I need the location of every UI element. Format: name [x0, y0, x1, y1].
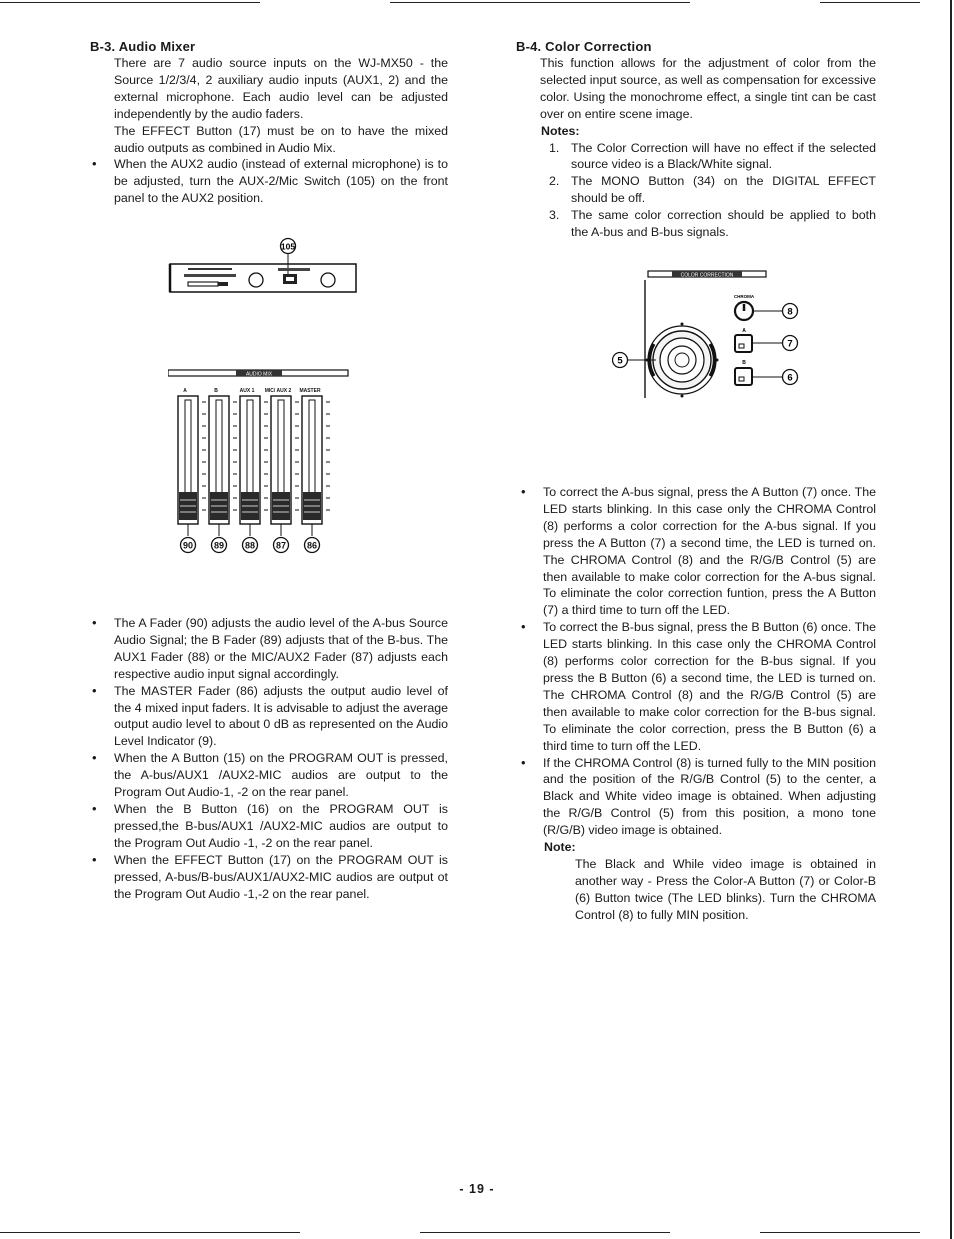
- note-text: The Color Correction will have no effect if the selected source video is a Black/White signal.: [571, 140, 876, 172]
- panel-label: COLOR CORRECTION: [680, 272, 734, 279]
- a-button-label: A: [742, 328, 746, 334]
- color-correction-figure: [612, 266, 812, 402]
- note-number: 3.: [549, 208, 560, 223]
- audio-mix-figure: [168, 368, 358, 558]
- note-text: The Black and While video image is obtained in another way - Press the Color-A Button (7) or Color-B (6) Button twice (The LED blinks). Turn the CHROMA Control (8) to fully MIN position.: [575, 856, 876, 922]
- callout-6: 6: [787, 372, 793, 384]
- note-item: [549, 140, 876, 174]
- bullet-item: • The MASTER Fader (86) adjusts the output audio level of the 4 mixed input faders. It is advisable to adjust the average output audio level to about 0 dB as represented on the Audio Level Indicator (9).: [90, 683, 448, 751]
- channel-label: AUX 1: [239, 388, 255, 394]
- channel-label: B: [214, 388, 218, 394]
- callout-86: 86: [306, 540, 318, 551]
- color-correction-bullets: [519, 484, 876, 924]
- top-rule: [390, 2, 690, 3]
- channel-label: MIC/ AUX 2: [264, 388, 292, 394]
- callout-88: 88: [244, 540, 256, 551]
- paragraph: There are 7 audio source inputs on the WJ-MX50 - the Source 1/2/3/4, 2 auxiliary audio inputs (AUX1, 2) and the external microphone. Each audio level can be adjusted independently by the audio faders.: [114, 56, 448, 121]
- fader: [209, 396, 237, 536]
- callout-7: 7: [787, 338, 793, 350]
- bullet-item: • To correct the B-bus signal, press the B Button (6) once. The LED starts blinking. In this case only the CHROMA Control (8) performs color correction for the B-bus signal. If you press the B Button (6) a second time, the LED is turned on. The CHROMA Control (8) and the R/G/B Control (5) are then available to make color correction for the B-bus signal. To eliminate the color correction, press the B Button (6) a third time to turn off the LED.: [519, 619, 876, 754]
- callout-87: 87: [275, 540, 287, 551]
- callout-90: 90: [182, 540, 194, 551]
- notes-label: Notes:: [541, 123, 580, 138]
- note-label: Note:: [544, 840, 576, 855]
- note-text: The MONO Button (34) on the DIGITAL EFFECT should be off.: [571, 174, 876, 206]
- top-rule: [0, 2, 260, 3]
- note-item: [549, 173, 876, 207]
- note-text: The same color correction should be applied to both the A-bus and B-bus signals.: [571, 208, 876, 240]
- bullet-item: • When the AUX2 audio (instead of external microphone) is to be adjusted, turn the AUX-2/Mic Switch (105) on the front panel to the AUX2 position.: [90, 156, 448, 207]
- chroma-label: CHROMA: [733, 294, 755, 299]
- paragraph: This function allows for the adjustment of color from the selected input source, as well as compensation for excessive color. Using the monochrome effect, a single tint can be cast over on entire scene image.: [540, 56, 876, 121]
- page-edge: [950, 0, 952, 1239]
- fader: [302, 396, 330, 536]
- callout-8: 8: [787, 306, 793, 318]
- bullet-item: • When the A Button (15) on the PROGRAM OUT is pressed, the A-bus/AUX1 /AUX2-MIC audios are output to the Program Out Audio-1, -2 on the rear panel.: [90, 750, 448, 801]
- paragraph: The EFFECT Button (17) must be on to have the mixed audio outputs as combined in Audio Mix.: [114, 123, 448, 155]
- page-number: - 19 -: [459, 1182, 495, 1196]
- b-button-label: B: [742, 360, 746, 366]
- bullet-item: • The A Fader (90) adjusts the audio level of the A-bus Source Audio Signal; the B Fader (89) adjusts that of the B-bus. The AUX1 Fader (88) or the MIC/AUX2 Fader (87) adjusts each respective audio input signal accordingly.: [90, 615, 448, 683]
- audio-mixer-bullets: [90, 615, 448, 902]
- bottom-rule: [420, 1232, 670, 1233]
- fader: [271, 396, 299, 536]
- bullet-item: • When the B Button (16) on the PROGRAM OUT is pressed,the B-bus/AUX1 /AUX2-MIC audios are output to the Program Out Audio -1, -2 on the rear panel.: [90, 801, 448, 852]
- callout-5: 5: [617, 355, 623, 367]
- bottom-rule: [760, 1232, 920, 1233]
- callout-89: 89: [213, 540, 225, 551]
- audio-mixer-section: [90, 38, 448, 207]
- top-rule: [820, 2, 920, 3]
- bottom-rule: [0, 1232, 300, 1233]
- note-item: [549, 207, 876, 241]
- fader: [178, 396, 206, 536]
- notes-list: [516, 140, 876, 241]
- panel-label: AUDIO MIX: [245, 371, 273, 378]
- bullet-item: • When the EFFECT Button (17) on the PROGRAM OUT is pressed, A-bus/B-bus/AUX1/AUX2-MIC audios are output ot the Program Out Audio -1,-2 on the rear panel.: [90, 852, 448, 903]
- channel-label: A: [183, 388, 187, 394]
- color-correction-section: [516, 38, 876, 241]
- fader: [240, 396, 268, 536]
- section-title: B-4. Color Correction: [516, 39, 652, 54]
- bullet-item: • To correct the A-bus signal, press the A Button (7) once. The LED starts blinking. In this case only the CHROMA Control (8) performs a color correction for the A-bus signal. If you press the A Button (7) a second time, the LED is turned on. The CHROMA Control (8) and the R/G/B Control (5) are then available to make color correction for the A-bus signal. To eliminate the color correction funtion, press the A Button (7) a third time to turn off the LED.: [519, 484, 876, 619]
- channel-label: MASTER: [299, 388, 321, 394]
- note-number: 1.: [549, 140, 560, 155]
- bullet-item: • If the CHROMA Control (8) is turned fully to the MIN position and the position of the R/G/B Control (5) to the center, a Black and White video image is obtained. When adjusting the R/G/B Control (5) from this position, a mono tone (R/G/B) video image is obtained.: [519, 755, 876, 840]
- section-title: B-3. Audio Mixer: [90, 39, 196, 54]
- note-number: 2.: [549, 174, 560, 189]
- front-panel-figure: [160, 234, 365, 298]
- faders: [178, 396, 330, 536]
- callout-105: 105: [280, 241, 296, 252]
